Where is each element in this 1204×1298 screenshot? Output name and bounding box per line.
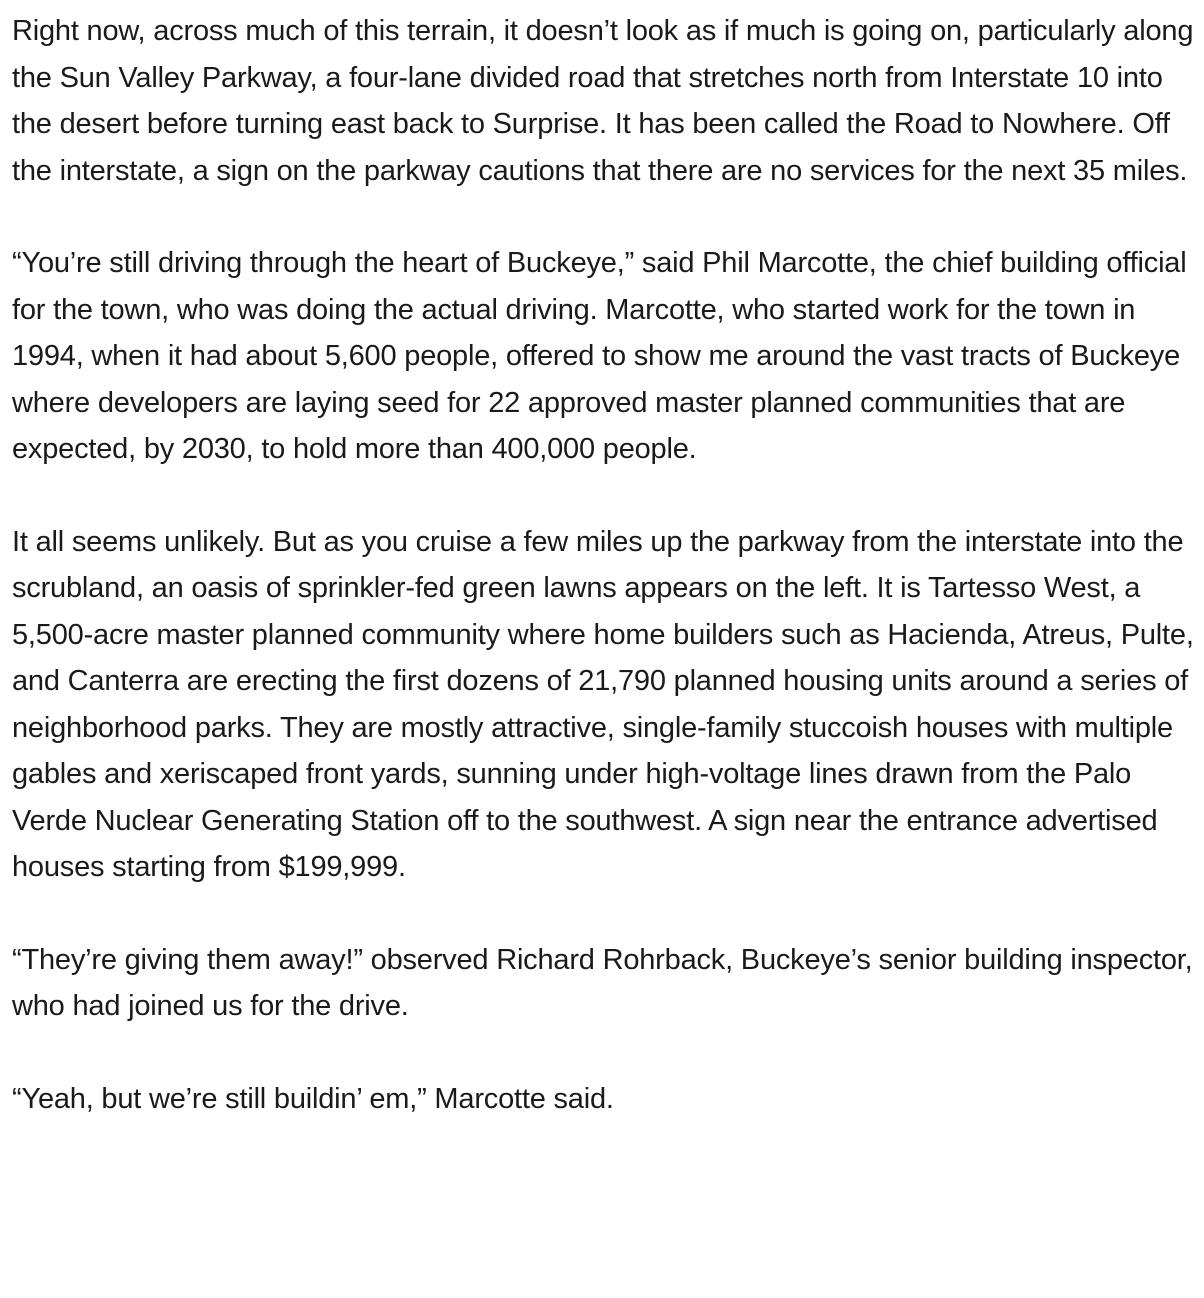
paragraph-sun-valley-parkway: Right now, across much of this terrain, it doesn’t look as if much is going on, particularly along the Sun Valley Parkway, a four-lane divided road that stretches north from Interstate 10 into the desert before turning east back to Surprise. It has been called the Road to Nowhere. Off the interstate, a sign on the parkway cautions that there are no services for the next 35 miles. [12,15,1194,187]
paragraph-rohrback-quote: “They’re giving them away!” observed Richard Rohrback, Buckeye’s senior building inspector, who had joined us for the drive. [12,943,1193,1022]
paragraph-tartesso-west: It all seems unlikely. But as you cruise a few miles up the parkway from the interstate into the scrubland, an oasis of sprinkler-fed green lawns appears on the left. It is Tartesso West, a 5,500-acre master planned community where home builders such as Hacienda, Atreus, Pulte, and Canterra are erecting the first dozens of 21,790 planned housing units around a series of neighborhood parks. They are mostly attractive, single-family stuccoish houses with multiple gables and xeriscaped front yards, sunning under high-voltage lines drawn from the Palo Verde Nuclear Generating Station off to the southwest. A sign near the entrance advertised houses starting from $199,999. [12,525,1194,883]
paragraph-marcotte-reply: “Yeah, but we’re still buildin’ em,” Marcotte said. [12,1082,614,1115]
article-body [12,8,1194,1168]
paragraph-marcotte-quote: “You’re still driving through the heart of Buckeye,” said Phil Marcotte, the chief building official for the town, who was doing the actual driving. Marcotte, who started work for the town in 1994, when it had about 5,600 people, offered to show me around the vast tracts of Buckeye where developers are laying seed for 22 approved master planned communities that are expected, by 2030, to hold more than 400,000 people. [12,247,1187,465]
